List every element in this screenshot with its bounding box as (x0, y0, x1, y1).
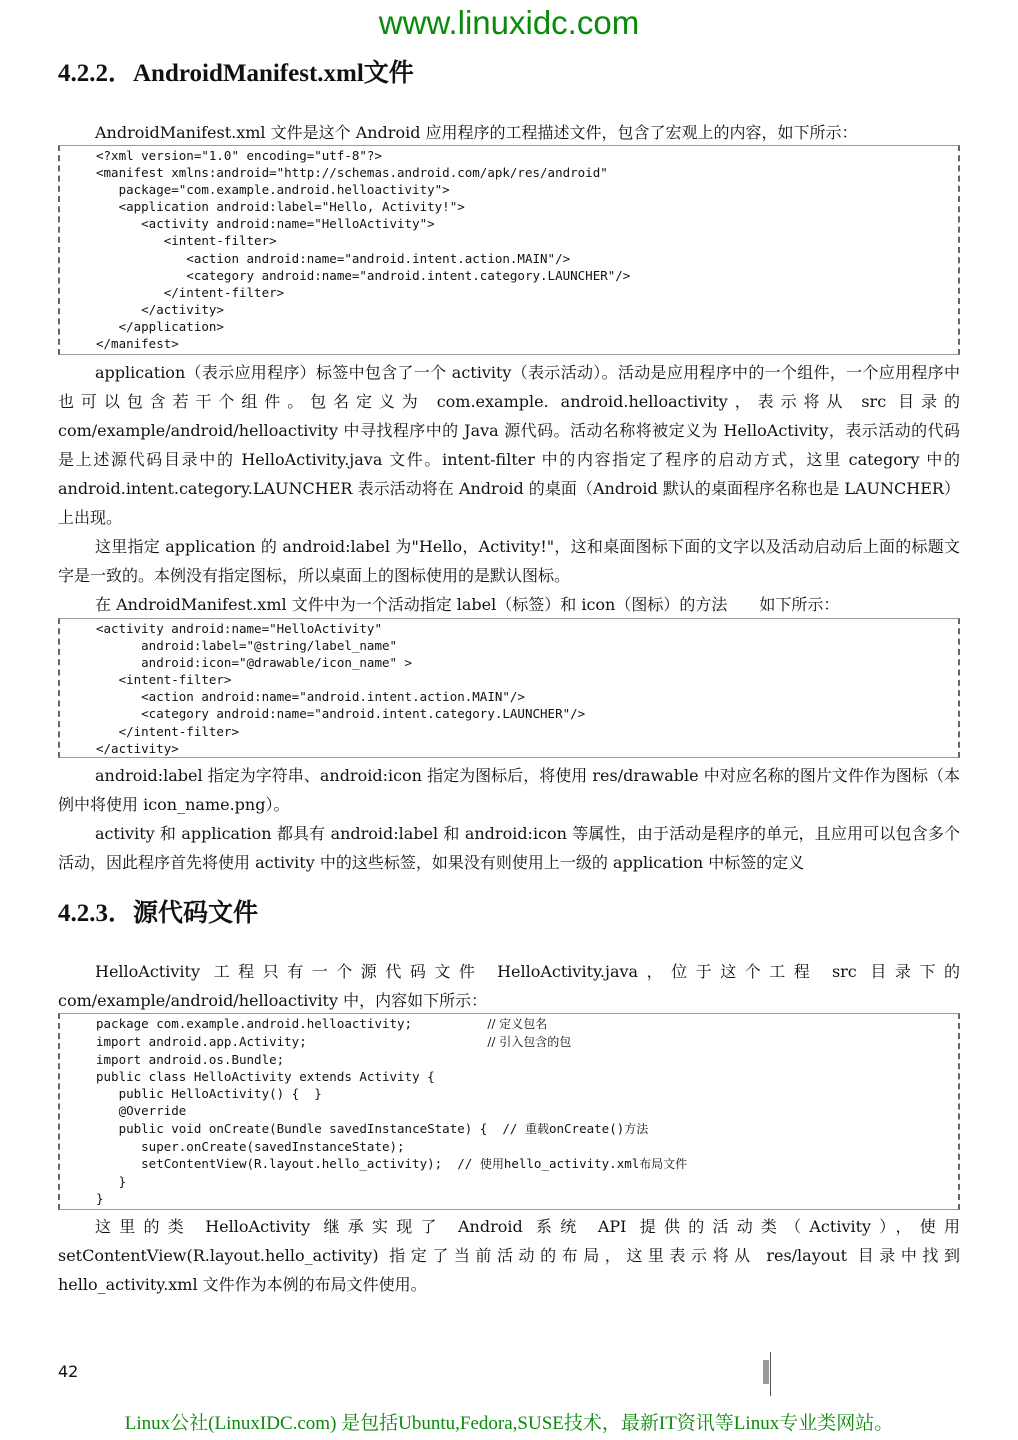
site-footer-text[interactable]: Linux公社(LinuxIDC.com) 是包括Ubuntu,Fedora,SUSE技术，最新IT资讯等Linux专业类网站。 (124, 1413, 894, 1434)
label-icon-intro-paragraph: 在 AndroidManifest.xml 文件中为一个活动指定 label（标签）和 icon（图标）的方法 如下所示： (95, 595, 840, 614)
code-line: setContentView(R.layout.hello_activity); // (96, 1155, 480, 1171)
code-line: hello_activity.xml (503, 1155, 640, 1171)
code-line: } (96, 1173, 127, 1189)
activity-code-block (58, 618, 960, 758)
label-paragraph: 这里指定 application 的 android:label 为"Hello，Activity!"，这和桌面图标下面的文字以及活动启动后上面的标题文字是一致的。本例没有指定图标，所以桌面上的图标使用的是默认图标。 (58, 537, 960, 585)
source-intro-paragraph: HelloActivity 工程只有一个源代码文件 HelloActivity.java，位于这个工程 src 目录下的 com/example/android/helloactivity 中，内容如下所示： (58, 962, 960, 1010)
code-line: public class HelloActivity extends Activity { (96, 1069, 435, 1085)
code-line: import android.app.Activity; (96, 1034, 488, 1050)
activity-code-text: <activity android:name="HelloActivity" android:label="@string/label_name" android:icon="@drawable/icon_name" > <intent-filter> <action android:name="android.intent.action.MAIN"/> <category android:name="android.intent.category.LAUNCHER"/> </intent-filter> </activity> (96, 621, 586, 756)
manifest-intro-paragraph: AndroidManifest.xml 文件是这个 Android 应用程序的工程描述文件，包含了宏观上的内容，如下所示： (95, 123, 858, 142)
code-comment: 使用 (479, 1156, 504, 1171)
class-explanation-paragraph: 这里的类 HelloActivity 继承实现了 Android 系统 API 提供的活动类（Activity），使用 setContentView(R.layout.hello_activity) 指定了当前活动的布局，这里表示将从 res/layout 目录中找到 hello_activity.xml 文件作为本例的布局文件使用。 (58, 1217, 960, 1294)
manifest-code-text: <?xml version="1.0" encoding="utf-8"?> <manifest xmlns:android="http://schemas.android.com/apk/res/android" package="com.example.android.helloactivity"> <application android:label="Hello, Activity!"> <activity android:name="HelloActivity"> <intent-filter> <action android:name="android.intent.action.MAIN"/> <category android:name="android.intent.category.LAUNCHER"/> </intent-filter> </activity> </application> </manifest> (96, 148, 631, 352)
code-line: onCreate() (548, 1120, 625, 1136)
code-line: } (96, 1190, 104, 1206)
code-comment: 重载 (524, 1121, 549, 1136)
application-tag-paragraph: application（表示应用程序）标签中包含了一个 activity（表示活动）。活动是应用程序中的一个组件，一个应用程序中也可以包含若干个组件。包名定义为 com.example. android.helloactivity，表示将从 src 目录的 com/example/android/helloactivity 中寻找程序中的 Java 源代码。活动名称将被定义为 HelloActivity，表示活动的代码是上述源代码目录中的 HelloActivity.java 文件。intent-filter 中的内容指定了程序的启动方式，这里 category 中的 android.intent.category.LAUNCHER 表示活动将在 Android 的桌面（Android 默认的桌面程序名称也是 LAUNCHER）上出现。 (58, 363, 960, 527)
page-number: 42 (58, 1362, 79, 1381)
attributes-paragraph: activity 和 application 都具有 android:label 和 android:icon 等属性，由于活动是程序的单元，且应用可以包含多个活动，因此程序首先将使用 activity 中的这些标签，如果没有则使用上一级的 application 中标签的定义 (58, 824, 960, 872)
code-line: import android.os.Bundle; (96, 1052, 285, 1068)
site-header-link[interactable]: www.linuxidc.com (378, 4, 640, 41)
code-line: public HelloActivity() { } (96, 1086, 322, 1102)
code-line: super.onCreate(savedInstanceState); (96, 1138, 405, 1154)
code-line: @Override (96, 1103, 187, 1119)
code-comment: // 定义包名 (487, 1017, 548, 1031)
code-comment: // 引入包含的包 (487, 1035, 572, 1050)
code-line: package com.example.android.helloactivity; (96, 1016, 488, 1031)
page-edge-marker (763, 1352, 771, 1396)
icon-label-paragraph: android:label 指定为字符串、android:icon 指定为图标后，将使用 res/drawable 中对应名称的图片文件作为图标（本例中将使用 icon_name.png）。 (58, 766, 960, 814)
java-code-text (60, 1014, 958, 1207)
code-comment: 布局文件 (639, 1156, 688, 1171)
section-heading-4-2-3: 4.2.3．源代码文件 (58, 900, 259, 927)
code-line: public void onCreate(Bundle savedInstanceState) { // (96, 1120, 525, 1136)
section-heading-4-2-2: 4.2.2．AndroidManifest.xml文件 (58, 60, 414, 87)
manifest-code-block (58, 145, 960, 355)
code-comment: 方法 (624, 1121, 649, 1136)
java-code-block (58, 1013, 960, 1210)
